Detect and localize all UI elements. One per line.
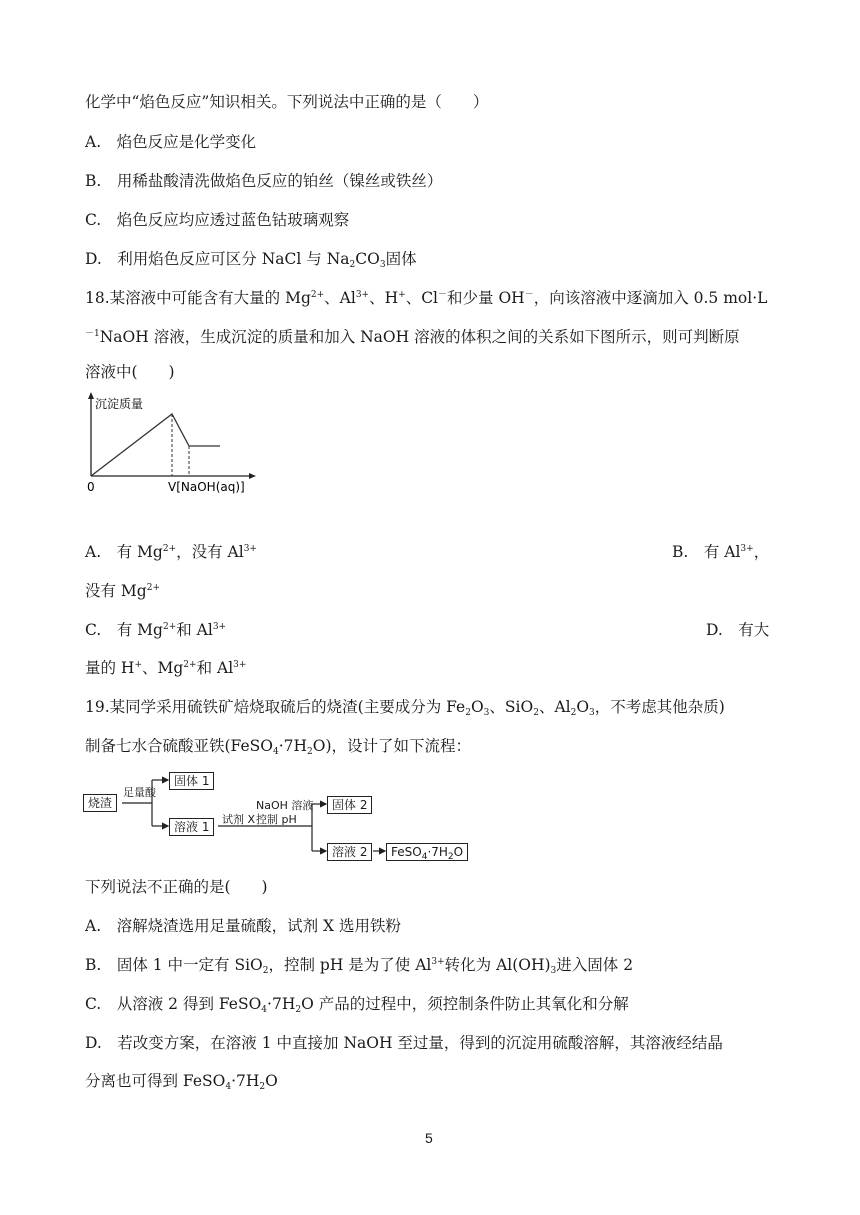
precipitate-chart (80, 392, 260, 496)
q19-option-b: B. 固体 1 中一定有 SiO$_2$，控制 pH 是为了使 $Al^{3+}$转化为 $Al(OH)_3$进入固体 2 (85, 956, 634, 976)
flow-solution2-box: 溶液 2 (327, 843, 372, 861)
q18-option-c: C. 有 $Mg^{2+}$和 $Al^{3+}$ (85, 621, 227, 639)
q19-stem-line2: 制备七水合硫酸亚铁$(FeSO_4\cdot 7H_2O)$，设计了如下流程： (85, 737, 472, 757)
chart-origin: 0 (87, 480, 95, 494)
flow-reagent-label: 试剂 X (222, 813, 256, 826)
q17-stem-tail: 化学中“焰色反应”知识相关。下列说法中正确的是（ ） (85, 93, 489, 111)
q18-option-b: B. 有 $Al^{3+}$， (672, 543, 770, 561)
q19-stem-line1: 19.某同学采用硫铁矿焙烧取硫后的烧渣(主要成分为 $Fe_2O_3$、SiO$_2$、$Al_2O_3$，不考虑其他杂质) (85, 698, 725, 718)
q17-option-c: C. 焰色反应均应透过蓝色钴玻璃观察 (85, 211, 350, 229)
flow-acid-label: 足量酸 (123, 786, 156, 799)
q17-option-b: B. 用稀盐酸清洗做焰色反应的铂丝（镍丝或铁丝） (85, 172, 443, 190)
flow-solid1-box: 固体 1 (169, 772, 214, 790)
q18-stem-line3: 溶液中( ) (85, 363, 175, 381)
flow-slag-box: 烧渣 (83, 794, 117, 812)
chart-x-arrow (249, 473, 256, 479)
page-number: 5 (425, 1130, 433, 1146)
q19-option-d-cont: 分离也可得到 $FeSO_4\cdot 7H_2O$ (85, 1072, 278, 1092)
q18-option-b-cont: 没有 $Mg^{2+}$ (85, 582, 161, 600)
q17-option-a: A. 焰色反应是化学变化 (85, 133, 257, 151)
chart-y-label: 沉淀质量 (95, 397, 144, 411)
flow-ph-label: 控制 pH (256, 813, 297, 826)
chart-x-label: V[NaOH(aq)] (168, 480, 245, 494)
flow-product-box: $FeSO_4\cdot 7H_2O$ (386, 843, 468, 861)
flow-naoh-label: NaOH 溶液 (256, 799, 314, 812)
q19-option-d: D. 若改变方案，在溶液 1 中直接加 NaOH 至过量，得到的沉淀用硫酸溶解，其溶液经结晶 (85, 1034, 723, 1052)
q18-stem-line1: 18.某溶液中可能含有大量的 $Mg^{2+}$、$Al^{3+}$、H+、Cl－和少量 OH－，向该溶液中逐滴加入 0.5 mol·L (85, 289, 768, 307)
q18-option-a: A. 有 $Mg^{2+}$，没有 $Al^{3+}$ (85, 543, 257, 561)
q17-option-d: D. 利用焰色反应可区分 NaCl 与 $Na_2CO_3$固体 (85, 250, 417, 270)
q18-option-d: D. 有大 (706, 621, 770, 639)
q19-option-c: C. 从溶液 2 得到 $FeSO_4\cdot 7H_2O$ 产品的过程中，须控制条件防止其氧化和分解 (85, 995, 629, 1015)
flow-solid2-box: 固体 2 (327, 796, 372, 814)
q19-ask: 下列说法不正确的是( ) (85, 878, 268, 896)
q18-option-d-cont: 量的 H+、$Mg^{2+}$和 $Al^{3+}$ (85, 659, 247, 677)
chart-y-arrow (88, 392, 94, 399)
chart-curve (91, 414, 220, 476)
q19-option-a: A. 溶解烧渣选用足量硫酸，试剂 X 选用铁粉 (85, 917, 402, 935)
flow-solution1-box: 溶液 1 (169, 818, 214, 836)
q18-stem-line2: $^{-1}$NaOH 溶液，生成沉淀的质量和加入 NaOH 溶液的体积之间的关系如下图所示，则可判断原 (85, 328, 740, 346)
